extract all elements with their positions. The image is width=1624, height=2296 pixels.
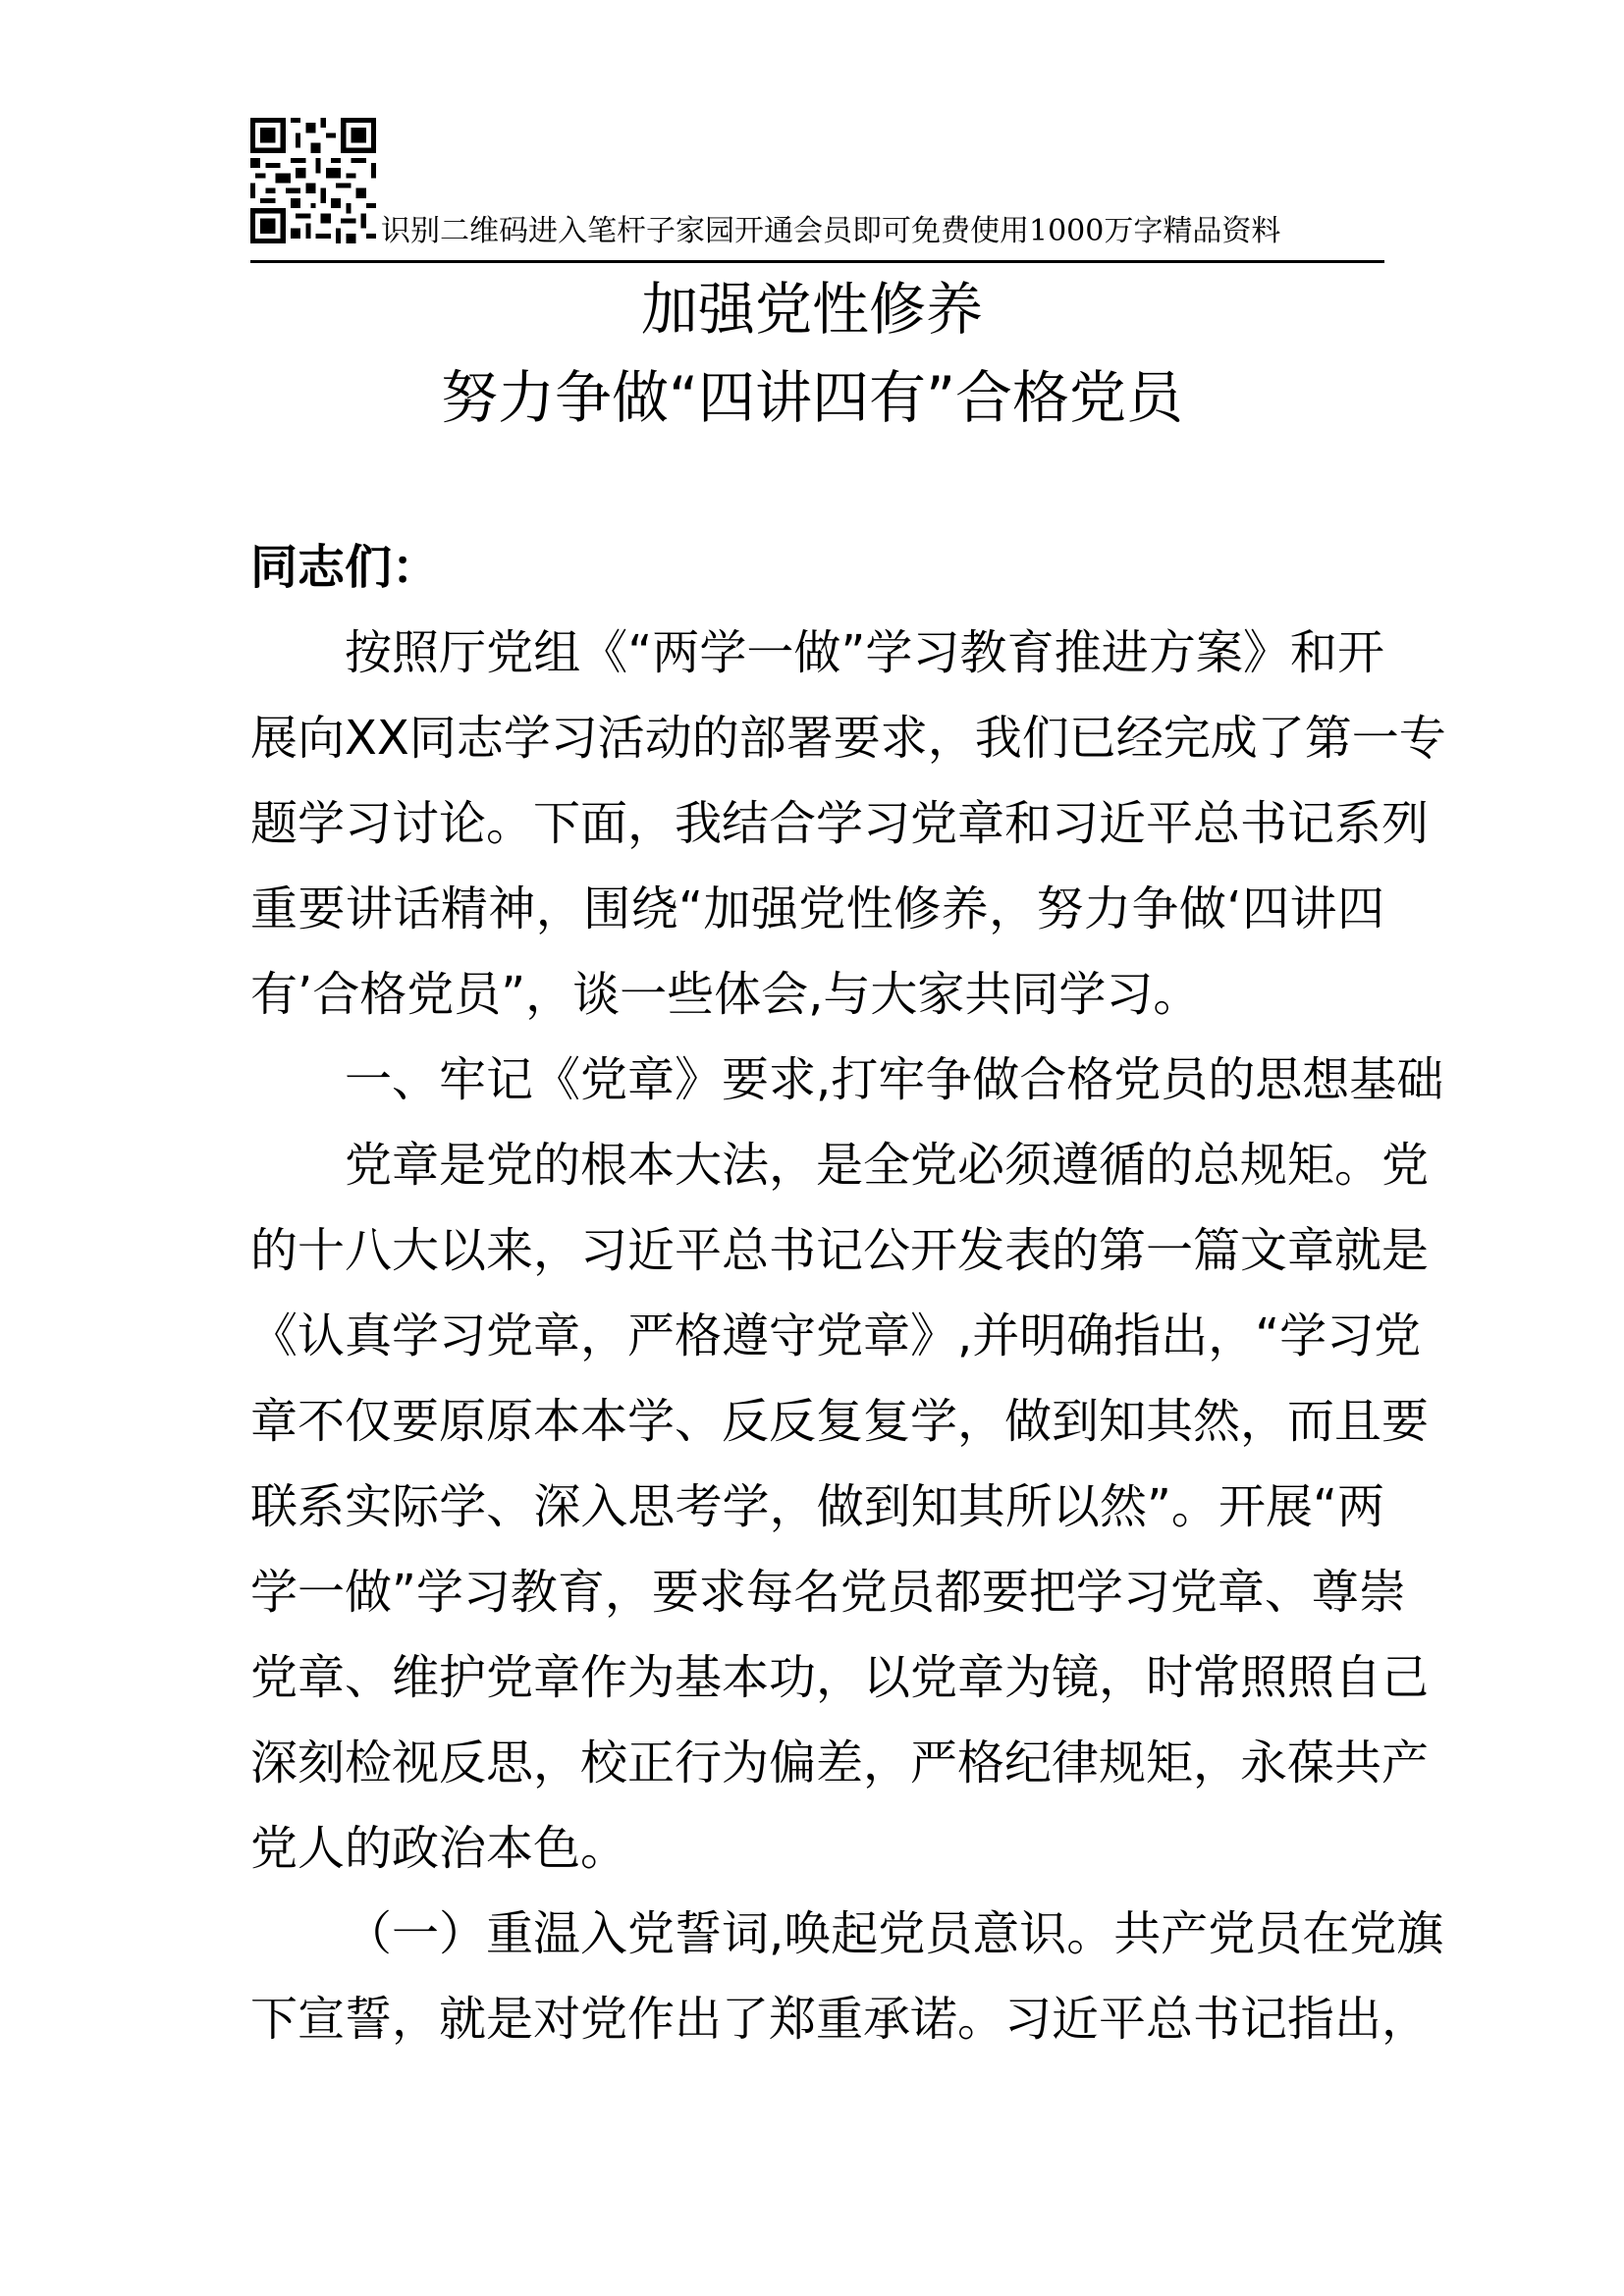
body-text-line: 的十八大以来，习近平总书记公开发表的第一篇文章就是 [250, 1223, 1430, 1278]
header-promo-note: 识别二维码进入笔杆子家园开通会员即可免费使用1000万字精品资料 [381, 214, 1281, 248]
body-text-line: 深刻检视反思，校正行为偏差，严格纪律规矩，永葆共产 [250, 1735, 1430, 1790]
body-text-line: 党人的政治本色。 [250, 1821, 628, 1876]
qr-code-icon [250, 118, 376, 243]
document-title-line1: 加强党性修养 [640, 276, 983, 343]
body-text-line: 一、牢记《党章》要求,打牢争做合格党员的思想基础 [345, 1052, 1444, 1107]
document-body [250, 525, 1446, 2062]
body-text-line: 联系实际学、深入思考学，做到知其所以然”。开展“两 [250, 1479, 1384, 1534]
body-text-line: 重要讲话精神，围绕“加强党性修养，努力争做‘四讲四 [250, 881, 1384, 936]
body-text-line: 按照厅党组《“两学一做”学习教育推进方案》和开 [345, 625, 1384, 680]
document-title-line2: 努力争做“四讲四有”合格党员 [440, 364, 1184, 431]
body-text-line: 下宣誓，就是对党作出了郑重承诺。习近平总书记指出， [250, 1992, 1430, 2047]
body-text-line: 党章是党的根本大法，是全党必须遵循的总规矩。党 [345, 1138, 1430, 1193]
body-text-line: （一）重温入党誓词,唤起党员意识。共产党员在党旗 [345, 1906, 1444, 1961]
body-text-line: 有’合格党员”，谈一些体会,与大家共同学习。 [250, 967, 1201, 1022]
header-divider [250, 260, 1384, 263]
body-text-line: 题学习讨论。下面，我结合学习党章和习近平总书记系列 [250, 796, 1430, 851]
salutation: 同志们： [250, 540, 440, 595]
body-text-line: 章不仅要原原本本学、反反复复学，做到知其然，而且要 [250, 1394, 1430, 1449]
body-text-line: 《认真学习党章，严格遵守党章》,并明确指出，“学习党 [250, 1308, 1422, 1363]
body-text-line: 展向XX同志学习活动的部署要求，我们已经完成了第一专 [250, 711, 1446, 766]
body-text-line: 党章、维护党章作为基本功，以党章为镜，时常照照自己 [250, 1650, 1430, 1705]
body-text-line: 学一做”学习教育，要求每名党员都要把学习党章、尊崇 [250, 1565, 1406, 1620]
